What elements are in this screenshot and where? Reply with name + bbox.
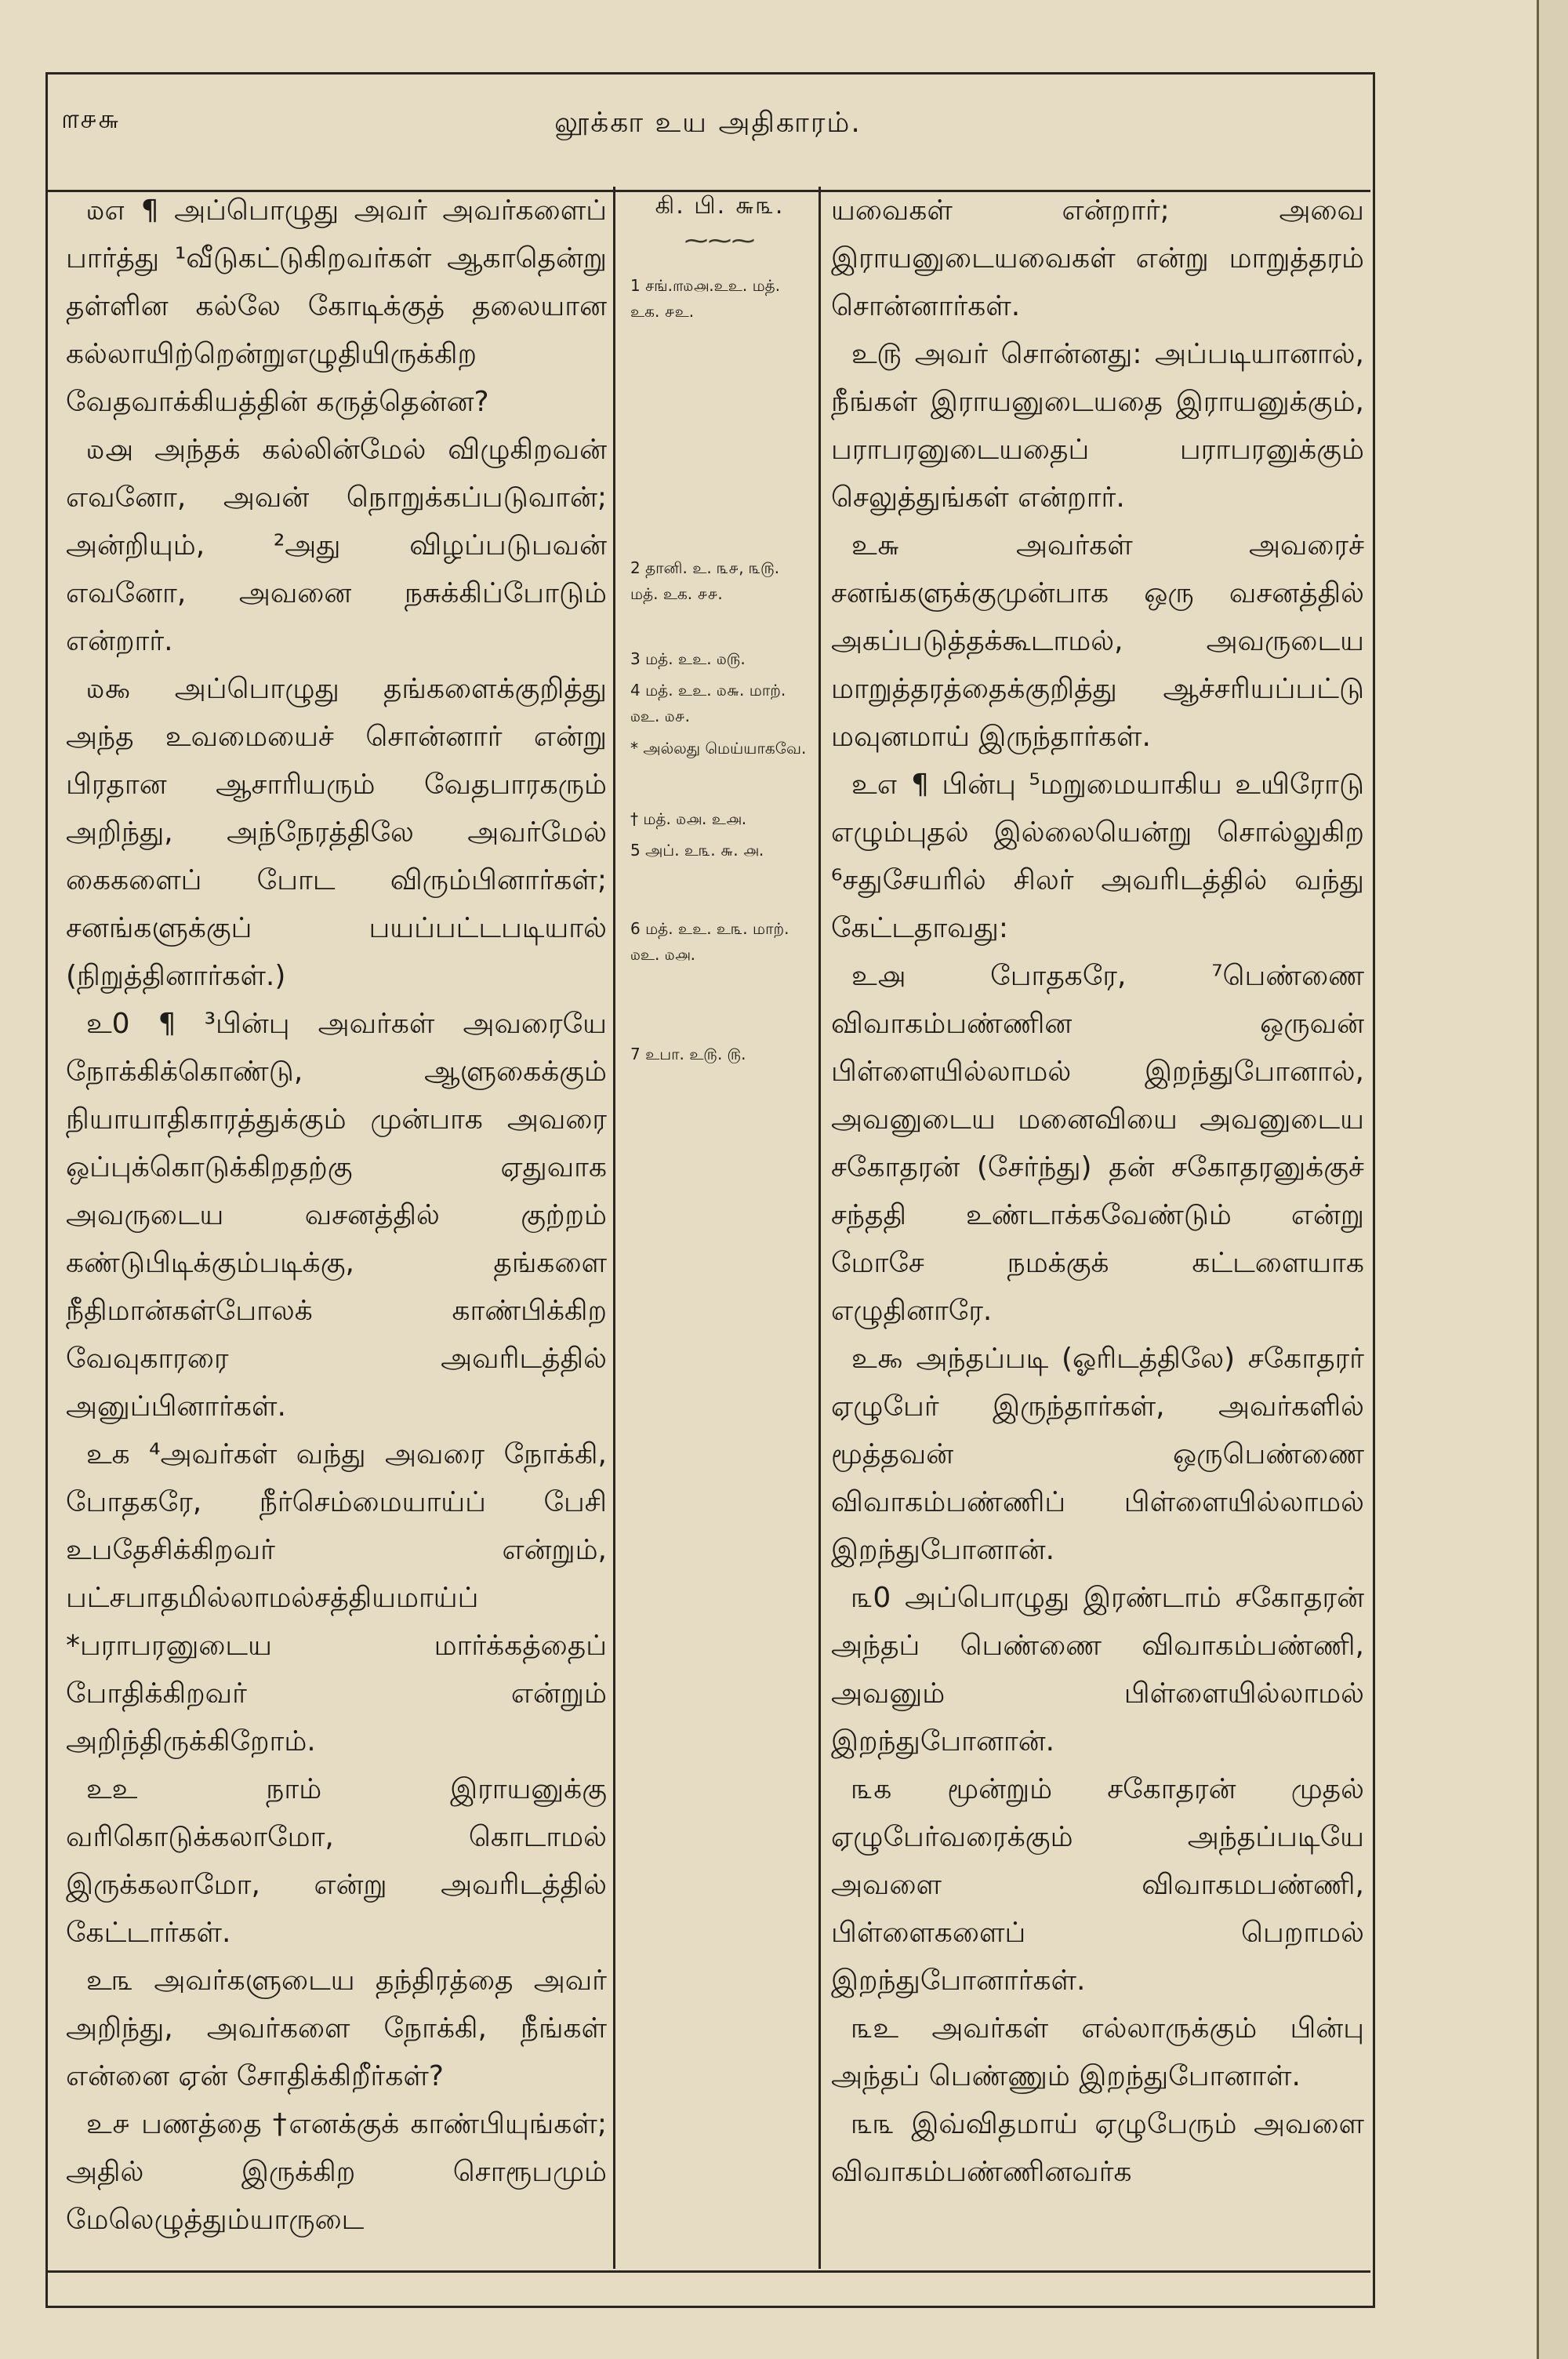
- verse: உ0 ¶ ³பின்பு அவர்கள் அவரையே நோக்கிக்கொண்டு, ஆளுகைக்கும் நியாயாதிகாரத்துக்கும் முன்பாக அவரை ஒப்புக்கொடுக்கிறதற்கு ஏதுவாக அவருடைய வசனத்தில் குற்றம் கண்டுபிடிக்கும்படிக்கு, தங்களை நீதிமான்கள்போலக் காண்பிக்கிற வேவுகாரரை அவரிடத்தில் அனுப்பினார்கள்.: [66, 1008, 607, 1423]
- verse: ௩உ அவர்கள் எல்லாருக்கும் பின்பு அந்தப் பெண்ணும் இறந்துபோனாள்.: [831, 2012, 1364, 2092]
- verse: உ௯ அந்தப்படி (ஓரிடத்திலே) சகோதரர் ஏழுபேர் இருந்தார்கள், அவர்களில் மூத்தவன் ஒருபெண்ணை விவாகம்பண்ணிப் பிள்ளையில்லாமல் இறந்துபோனான்.: [831, 1343, 1364, 1566]
- adjacent-page-edge: [1537, 0, 1568, 2359]
- margin-reference: 3 மத். உஉ. ௰௫.: [630, 649, 746, 668]
- verse: உக ⁴அவர்கள் வந்து அவரை நோக்கி, போதகரே, நீர்செம்மையாய்ப் பேசி உபதேசிக்கிறவர் என்றும், பட்சபாதமில்லாமல்சத்தியமாய்ப் *பராபரனுடைய மார்க்கத்தைப் போதிக்கிறவர் என்றும் அறிந்திருக்கிறோம்.: [66, 1438, 607, 1757]
- page-header: [45, 72, 1370, 192]
- margin-reference: 7 உபா. உ௫. ௫.: [630, 1045, 746, 1063]
- left-text-column: [66, 187, 607, 2244]
- bottom-rule: [45, 2270, 1370, 2273]
- verse: யவைகள் என்றார்; அவை இராயனுடையவைகள் என்று மாறுத்தரம் சொன்னார்கள்.: [831, 194, 1364, 322]
- verse: ௰௮ அந்தக் கல்லின்மேல் விழுகிறவன் எவனோ, அவன் நொறுக்கப்படுவான்; அன்றியும், ²அது விழப்படுபவன் எவனோ, அவனை நசுக்கிப்போடும் என்றார்.: [66, 434, 607, 657]
- verse: ௩௩ இவ்விதமாய் ஏழுபேரும் அவளை விவாகம்பண்ணினவர்க: [831, 2108, 1364, 2188]
- margin-reference: † மத். ௰௮. உ௮.: [630, 809, 747, 828]
- verse: உ௬ அவர்கள் அவரைச் சனங்களுக்குமுன்பாக ஒரு வசனத்தில் அகப்படுத்தக்கூடாமல், அவருடைய மாறுத்தரத்தைக்குறித்து ஆச்சரியப்பட்டு மவுனமாய் இருந்தார்கள்.: [831, 529, 1364, 753]
- right-text-column: [831, 187, 1364, 2196]
- margin-year-heading: கி. பி. ௬௩.: [655, 192, 785, 220]
- margin-reference: 2 தானி. உ. ௩௪, ௩௫. மத். உக. ௪௪.: [630, 558, 780, 603]
- chapter-title: லூக்கா உய அதிகாரம்.: [554, 107, 862, 139]
- verse: ௰௭ ¶ அப்பொழுது அவர் அவர்களைப் பார்த்து ¹வீடுகட்டுகிறவர்கள் ஆகாதென்று தள்ளின கல்லே கோடிக்குத் தலையான கல்லாயிற்றென்றுஎழுதியிருக்கிற வேதவாக்கியத்தின் கருத்தென்ன?: [66, 194, 607, 418]
- verse: உ௫ அவர் சொன்னது: அப்படியானால், நீங்கள் இராயனுடையதை இராயனுக்கும், பராபரனுடையதைப் பராபரனுக்கும் செலுத்துங்கள் என்றார்.: [831, 338, 1364, 514]
- verse: உ௮ போதகரே, ⁷பெண்ணை விவாகம்பண்ணின ஒருவன் பிள்ளையில்லாமல் இறந்துபோனால், அவனுடைய மனைவியை அவனுடைய சகோதரன் (சேர்ந்து) தன் சகோதரனுக்குச் சந்ததி உண்டாக்கவேண்டும் என்று மோசே நமக்குக் கட்டளையாக எழுதினாரே.: [831, 960, 1364, 1327]
- margin-reference: * அல்லது மெய்யாகவே.: [630, 739, 807, 758]
- verse: உ௪ பணத்தை †எனக்குக் காண்பியுங்கள்; அதில் இருக்கிற சொரூபமும் மேலெழுத்தும்யாருடை: [66, 2108, 607, 2236]
- verse: ௩௧ மூன்றும் சகோதரன் முதல் ஏழுபேர்வரைக்கும் அந்தப்படியே அவளை விவாகமபண்ணி, பிள்ளைகளைப் பெறாமல் இறந்துபோனார்கள்.: [831, 1773, 1364, 1997]
- column-divider-right: [818, 187, 821, 2269]
- verse: ௰௯ அப்பொழுது தங்களைக்குறித்து அந்த உவமையைச் சொன்னார் என்று பிரதான ஆசாரியரும் வேதபாரகரும் அறிந்து, அந்நேரத்திலே அவர்மேல் கைகளைப் போட விரும்பினார்கள்; சனங்களுக்குப் பயப்பட்டபடியால் (நிறுத்தினார்கள்.): [66, 673, 607, 992]
- verse: உஉ நாம் இராயனுக்கு வரிகொடுக்கலாமோ, கொடாமல் இருக்கலாமோ, என்று அவரிடத்தில் கேட்டார்கள்.: [66, 1773, 607, 1949]
- verse: உ௭ ¶ பின்பு ⁵மறுமையாகிய உயிரோடு எழும்புதல் இல்லையென்று சொல்லுகிற ⁶சதுசேயரில் சிலர் அவரிடத்தில் வந்து கேட்டதாவது:: [831, 769, 1364, 944]
- margin-reference: 1 சங்.௱௰௮.உஉ. மத். உக. ௪உ.: [630, 276, 781, 321]
- ornament-icon: ⁓⁓⁓: [684, 227, 755, 255]
- margin-reference: 6 மத். உஉ. உ௩. மாற். ௰உ. ௰௮.: [630, 919, 789, 964]
- margin-reference: 5 அப். உ௩. ௬. ௮.: [630, 841, 764, 860]
- page-number: ௱௪௬: [61, 104, 121, 135]
- column-divider-left: [613, 187, 615, 2269]
- cross-reference-margin: [624, 187, 815, 1063]
- verse: ௩0 அப்பொழுது இரண்டாம் சகோதரன் அந்தப் பெண்ணை விவாகம்பண்ணி, அவனும் பிள்ளையில்லாமல் இறந்துபோனான்.: [831, 1582, 1364, 1757]
- verse: உ௩ அவர்களுடைய தந்திரத்தை அவர் அறிந்து, அவர்களை நோக்கி, நீங்கள் என்னை ஏன் சோதிக்கிறீர்கள்?: [66, 1965, 607, 2092]
- margin-reference: 4 மத். உஉ. ௰௬. மாற். ௰உ. ௰௪.: [630, 681, 786, 725]
